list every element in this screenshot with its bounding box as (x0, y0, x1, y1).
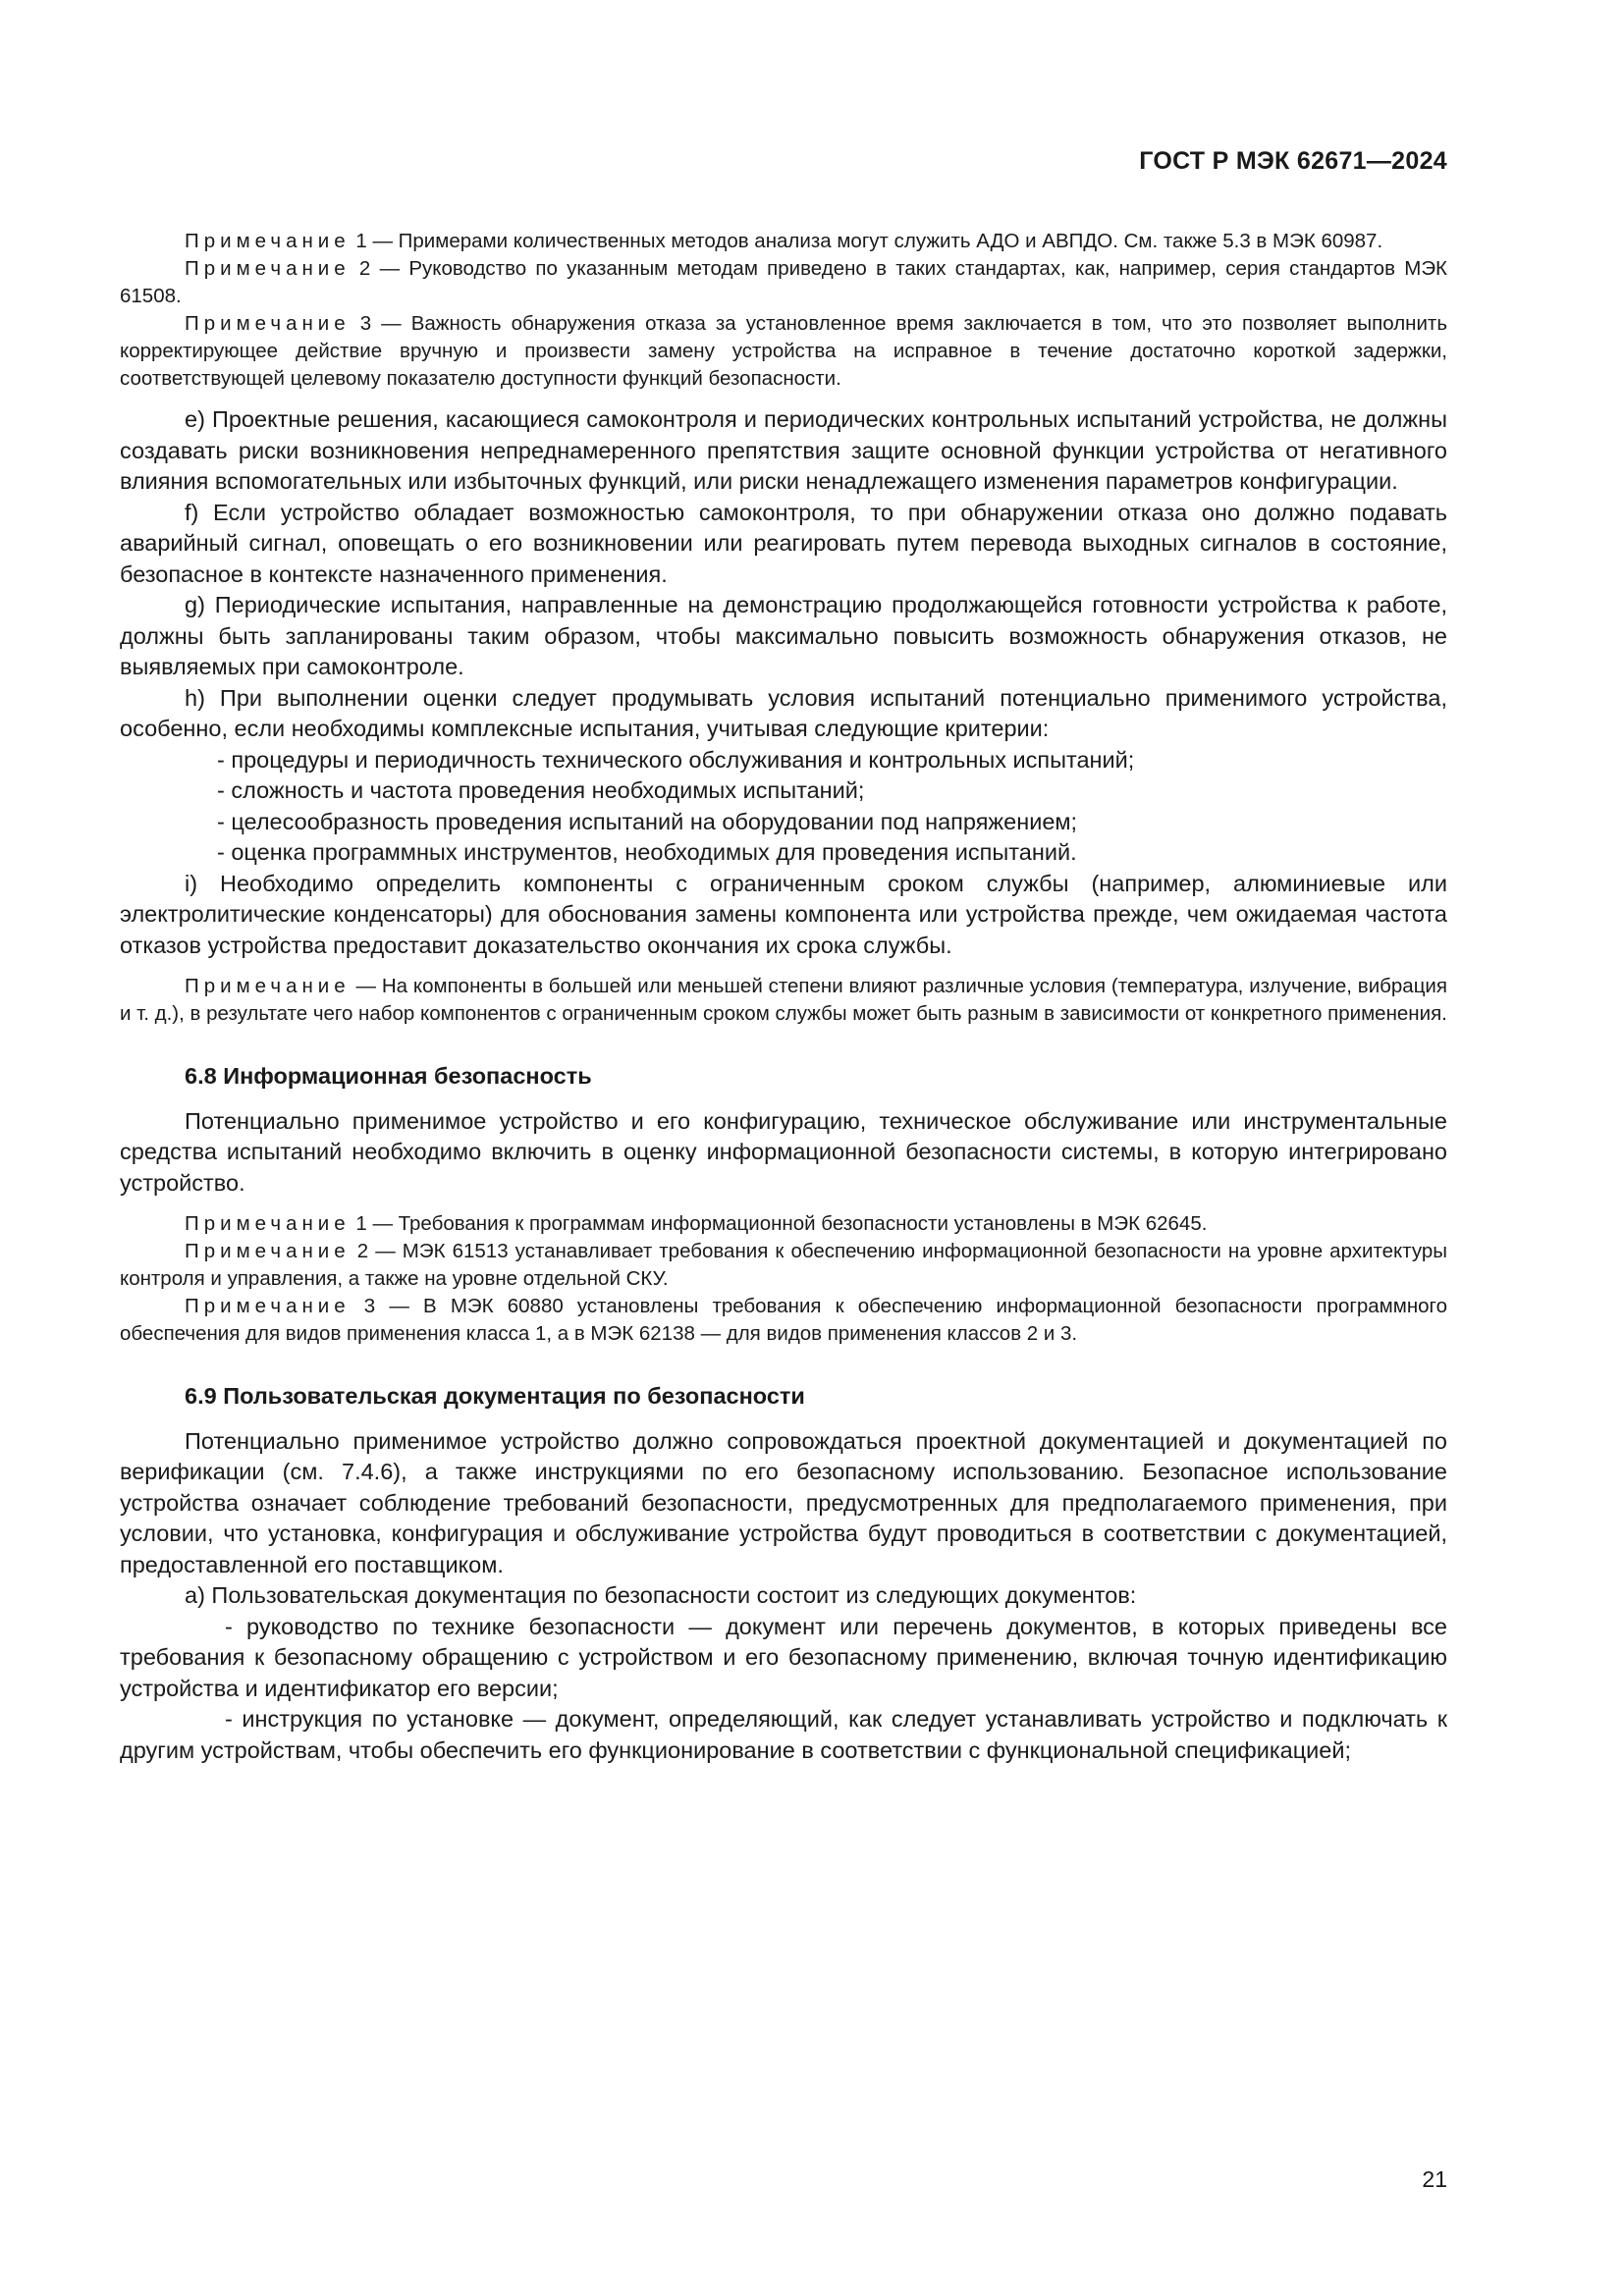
list-item: - оценка программных инструментов, необходимых для проведения испытаний. (217, 839, 1077, 865)
note-1 (120, 228, 1447, 255)
page-number: 21 (1422, 2166, 1447, 2192)
item-f: f) Если устройство обладает возможностью самоконтроля, то при обнаружении отказа оно должно подавать аварийный сигнал, оповещать о его возникновении или реагировать путем перевода выходных сигналов в состояние, безопасное в контексте назначенного применения. (120, 499, 1447, 587)
note-text: 1 — Примерами количественных методов анализа могут служить АДО и АВПДО. См. также 5.3 в МЭК 60987. (350, 230, 1383, 252)
note-label: Примечание (185, 257, 351, 280)
list-item: - целесообразность проведения испытаний на оборудовании под напряжением; (217, 808, 1078, 834)
note-text: 1 — Требования к программам информационной безопасности установлены в МЭК 62645. (350, 1212, 1208, 1235)
list-item: - процедуры и периодичность технического обслуживания и контрольных испытаний; (217, 746, 1135, 773)
note-6-8-3 (120, 1293, 1447, 1348)
item-h: h) При выполнении оценки следует продумывать условия испытаний потенциально применимого устройства, особенно, если необходимы комплексные испытания, учитывая следующие критерии: (120, 684, 1447, 741)
note-text: — На компоненты в большей или меньшей степени влияют различные условия (температура, излучение, вибрация и т. д.), в результате чего набор компонентов с ограниченным сроком службы может быть разным в зависимости от конкретного применения. (120, 975, 1447, 1025)
item-i: i) Необходимо определить компоненты с ограниченным сроком службы (например, алюминиевые или электролитические конденсаторы) для обоснования замены компонента или устройства прежде, чем ожидаемая частота отказов устройства предоставит доказательство окончания их срока службы. (120, 870, 1447, 958)
note-6-8-1 (120, 1210, 1447, 1238)
note-i (120, 973, 1447, 1028)
note-label: Примечание (185, 230, 351, 252)
list-item: - инструкция по установке — документ, определяющий, как следует устанавливать устройство и подключать к другим устройствам, чтобы обеспечить его функционирование в соответствии с функциональной спецификацией; (120, 1706, 1447, 1763)
note-label: Примечание (185, 1295, 351, 1317)
note-text: 3 — Важность обнаружения отказа за установленное время заключается в том, что это позволяет выполнить корректирующее действие вручную и произвести замену устройства на исправное в течение достаточно короткой задержки, соответствующей целевому показателю доступности функций безопасности. (120, 312, 1447, 390)
page-content (120, 228, 1447, 1766)
section-6-9-paragraph: Потенциально применимое устройство должно сопровождаться проектной документацией и документацией по верификации (см. 7.4.6), а также инструкциями по его безопасному использованию. Безопасное использование устройства означает соблюдение требований безопасности, предусмотренных для предполагаемого применения, при условии, что установка, конфигурация и обслуживание устройства будут проводиться в соответствии с документацией, предоставленной его поставщиком. (120, 1427, 1447, 1577)
note-label: Примечание (185, 975, 351, 997)
note-label: Примечание (185, 312, 351, 335)
note-text: 2 — МЭК 61513 устанавливает требования к обеспечению информационной безопасности на уровне архитектуры контроля и управления, а также на уровне отдельной СКУ. (120, 1240, 1447, 1290)
item-a: a) Пользовательская документация по безопасности состоит из следующих документов: (185, 1582, 1137, 1608)
list-item: - руководство по технике безопасности — документ или перечень документов, в которых приведены все требования к безопасному обращению с устройством и его безопасному применению, включая точную идентификацию устройства и идентификатор его версии; (120, 1613, 1447, 1701)
document-header: ГОСТ Р МЭК 62671—2024 (1139, 147, 1447, 175)
section-heading-6-8: 6.8 Информационная безопасность (185, 1063, 592, 1089)
list-item: - сложность и частота проведения необходимых испытаний; (217, 777, 865, 803)
note-6-8-2 (120, 1238, 1447, 1293)
note-text: 3 — В МЭК 60880 установлены требования к обеспечению информационной безопасности программного обеспечения для видов применения класса 1, а в МЭК 62138 — для видов применения классов 2 и 3. (120, 1295, 1447, 1345)
item-g: g) Периодические испытания, направленные на демонстрацию продолжающейся готовности устройства к работе, должны быть запланированы таким образом, чтобы максимально повысить возможность обнаружения отказов, не выявляемых при самоконтроле. (120, 592, 1447, 679)
note-text: 2 — Руководство по указанным методам приведено в таких стандартах, как, например, серия стандартов МЭК 61508. (120, 257, 1447, 307)
item-e: e) Проектные решения, касающиеся самоконтроля и периодических контрольных испытаний устройства, не должны создавать риски возникновения непреднамеренного препятствия защите основной функции устройства от негативного влияния вспомогательных или избыточных функций, или риски ненадлежащего изменения параметров конфигурации. (120, 406, 1447, 494)
section-6-8-paragraph: Потенциально применимое устройство и его конфигурацию, техническое обслуживание или инструментальные средства испытаний необходимо включить в оценку информационной безопасности системы, в которую интегрировано устройство. (120, 1107, 1447, 1196)
note-2 (120, 255, 1447, 310)
section-heading-6-9: 6.9 Пользовательская документация по безопасности (185, 1383, 805, 1409)
note-3 (120, 310, 1447, 393)
note-label: Примечание (185, 1240, 351, 1262)
note-label: Примечание (185, 1212, 351, 1235)
